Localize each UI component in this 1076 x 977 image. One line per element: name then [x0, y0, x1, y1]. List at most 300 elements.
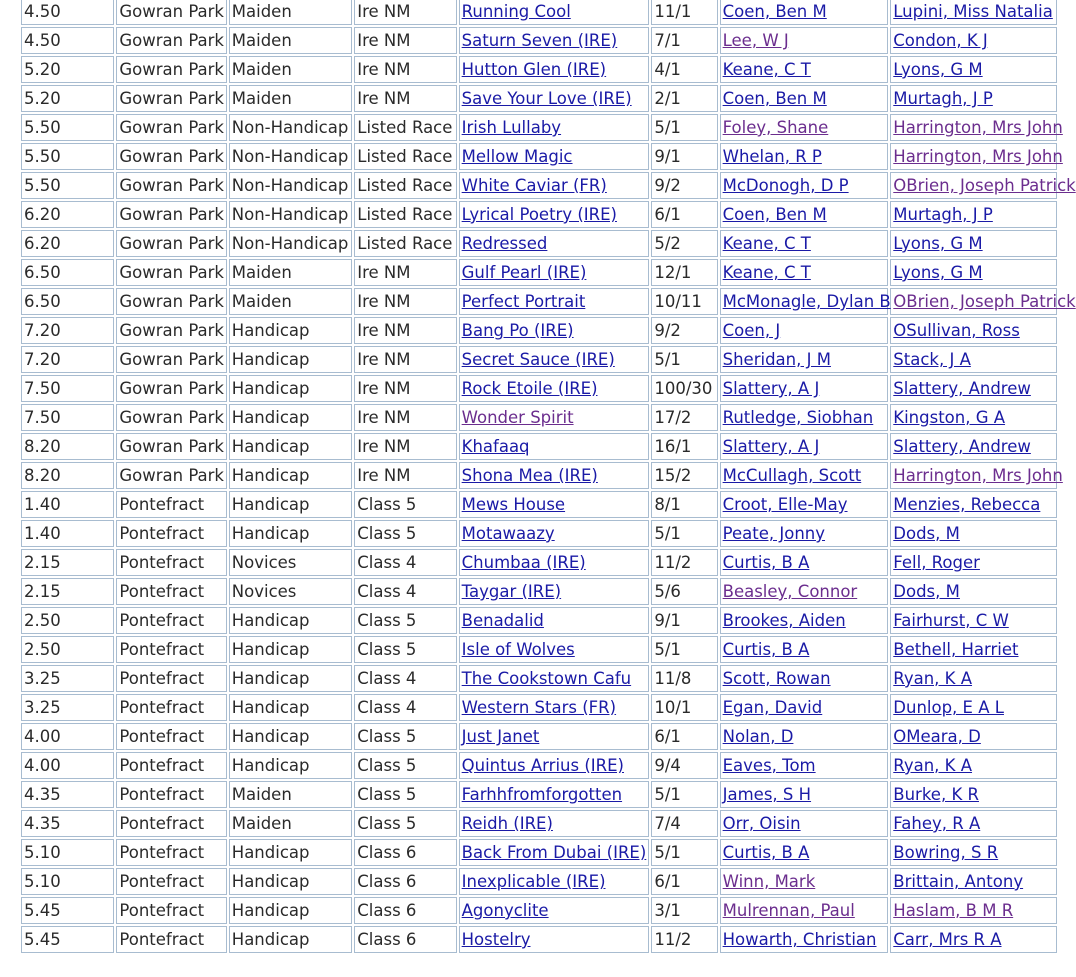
table-row — [21, 723, 1057, 750]
horse-cell — [459, 897, 650, 924]
table-row — [21, 810, 1057, 837]
horse-cell — [459, 404, 650, 431]
course-cell: Gowran Park — [116, 230, 226, 257]
horse-cell — [459, 346, 650, 373]
trainer-cell — [890, 694, 1057, 721]
horse-cell — [459, 201, 650, 228]
jockey-cell — [720, 491, 889, 518]
table-row — [21, 781, 1057, 808]
horse-link[interactable]: Mews House — [461, 495, 566, 514]
horse-link[interactable]: Farhhfromforgotten — [461, 785, 623, 804]
trainer-link[interactable]: Harrington, Mrs John — [893, 147, 1063, 166]
jockey-link[interactable]: Sheridan, J M — [722, 350, 831, 369]
jockey-cell — [720, 694, 889, 721]
odds-cell: 15/2 — [651, 462, 717, 489]
course-cell: Gowran Park — [116, 288, 226, 315]
trainer-cell — [890, 578, 1057, 605]
course-cell: Gowran Park — [116, 172, 226, 199]
odds-cell: 9/1 — [651, 143, 717, 170]
jockey-cell — [720, 172, 889, 199]
horse-cell — [459, 694, 650, 721]
trainer-link[interactable]: Carr, Mrs R A — [893, 930, 1002, 949]
trainer-cell — [890, 665, 1057, 692]
race-time-cell: 6.20 — [21, 230, 114, 257]
table-row — [21, 636, 1057, 663]
horse-link[interactable]: Chumbaa (IRE) — [461, 553, 586, 572]
course-cell: Gowran Park — [116, 433, 226, 460]
course-cell: Gowran Park — [116, 317, 226, 344]
race-class-cell: Listed Race — [354, 114, 456, 141]
trainer-link[interactable]: Haslam, B M R — [893, 901, 1014, 920]
horse-link[interactable]: Mellow Magic — [461, 147, 573, 166]
race-class-cell: Class 6 — [354, 897, 456, 924]
jockey-cell — [720, 723, 889, 750]
table-row — [21, 346, 1057, 373]
race-class-cell: Class 5 — [354, 491, 456, 518]
runners-table-body — [21, 0, 1076, 953]
horse-link[interactable]: Wonder Spirit — [461, 408, 574, 427]
horse-link[interactable]: Saturn Seven (IRE) — [461, 31, 618, 50]
jockey-link[interactable]: McMonagle, Dylan B — [722, 292, 891, 311]
race-time-cell: 8.20 — [21, 462, 114, 489]
race-type-cell: Handicap — [229, 317, 352, 344]
jockey-link[interactable]: Brookes, Aiden — [722, 611, 846, 630]
course-cell: Pontefract — [116, 520, 226, 547]
jockey-link[interactable]: Peate, Jonny — [722, 524, 826, 543]
race-time-cell: 2.50 — [21, 607, 114, 634]
odds-cell: 16/1 — [651, 433, 717, 460]
jockey-cell — [720, 201, 889, 228]
race-class-cell: Ire NM — [354, 404, 456, 431]
jockey-link[interactable]: Coen, Ben M — [722, 2, 827, 21]
jockey-link[interactable]: Croot, Elle-May — [722, 495, 848, 514]
trainer-link[interactable]: Lyons, G M — [893, 60, 983, 79]
odds-cell: 17/2 — [651, 404, 717, 431]
trainer-link[interactable]: Lyons, G M — [893, 263, 983, 282]
jockey-cell — [720, 27, 889, 54]
jockey-link[interactable]: Curtis, B A — [722, 553, 810, 572]
trainer-link[interactable]: Ryan, K A — [893, 756, 973, 775]
jockey-link[interactable]: McDonogh, D P — [722, 176, 849, 195]
odds-cell: 5/2 — [651, 230, 717, 257]
odds-cell: 9/2 — [651, 172, 717, 199]
horse-link[interactable]: Perfect Portrait — [461, 292, 586, 311]
race-class-cell: Class 5 — [354, 607, 456, 634]
trainer-link[interactable]: Lupini, Miss Natalia — [893, 2, 1053, 21]
race-type-cell: Handicap — [229, 346, 352, 373]
course-cell: Gowran Park — [116, 404, 226, 431]
odds-cell: 5/1 — [651, 114, 717, 141]
jockey-link[interactable]: Coen, J — [722, 321, 781, 340]
odds-cell: 12/1 — [651, 259, 717, 286]
race-class-cell: Listed Race — [354, 230, 456, 257]
race-class-cell: Class 4 — [354, 694, 456, 721]
trainer-link[interactable]: OSullivan, Ross — [893, 321, 1020, 340]
jockey-link[interactable]: Winn, Mark — [722, 872, 816, 891]
race-time-cell: 5.10 — [21, 839, 114, 866]
table-row — [21, 665, 1057, 692]
race-type-cell: Non-Handicap — [229, 172, 352, 199]
trainer-cell — [890, 27, 1057, 54]
jockey-link[interactable]: Mulrennan, Paul — [722, 901, 855, 920]
table-row — [21, 607, 1057, 634]
race-type-cell: Handicap — [229, 926, 352, 953]
trainer-link[interactable]: Brittain, Antony — [893, 872, 1024, 891]
table-row — [21, 0, 1057, 25]
trainer-cell — [890, 375, 1057, 402]
race-time-cell: 4.35 — [21, 810, 114, 837]
trainer-cell — [890, 549, 1057, 576]
course-cell: Gowran Park — [116, 375, 226, 402]
jockey-cell — [720, 85, 889, 112]
jockey-cell — [720, 926, 889, 953]
jockey-cell — [720, 288, 889, 315]
jockey-cell — [720, 520, 889, 547]
trainer-cell — [890, 607, 1057, 634]
horse-cell — [459, 810, 650, 837]
horse-cell — [459, 578, 650, 605]
race-type-cell: Non-Handicap — [229, 143, 352, 170]
course-cell: Gowran Park — [116, 201, 226, 228]
trainer-link[interactable]: Murtagh, J P — [893, 89, 993, 108]
horse-cell — [459, 839, 650, 866]
horse-cell — [459, 0, 650, 25]
trainer-cell — [890, 781, 1057, 808]
race-class-cell: Class 5 — [354, 723, 456, 750]
jockey-link[interactable]: James, S H — [722, 785, 812, 804]
race-time-cell: 7.20 — [21, 346, 114, 373]
race-time-cell: 5.20 — [21, 85, 114, 112]
horse-cell — [459, 607, 650, 634]
jockey-link[interactable]: Slattery, A J — [722, 437, 820, 456]
table-row — [21, 839, 1057, 866]
race-class-cell: Class 6 — [354, 839, 456, 866]
race-type-cell: Maiden — [229, 0, 352, 25]
table-row — [21, 926, 1057, 953]
runners-table — [19, 0, 1076, 955]
horse-cell — [459, 375, 650, 402]
odds-cell: 4/1 — [651, 56, 717, 83]
horse-link[interactable]: Khafaaq — [461, 437, 530, 456]
race-type-cell: Non-Handicap — [229, 201, 352, 228]
course-cell: Gowran Park — [116, 27, 226, 54]
horse-link[interactable]: White Caviar (FR) — [461, 176, 607, 195]
horse-cell — [459, 230, 650, 257]
jockey-cell — [720, 375, 889, 402]
horse-link[interactable]: Gulf Pearl (IRE) — [461, 263, 587, 282]
race-class-cell: Ire NM — [354, 259, 456, 286]
trainer-link[interactable]: OBrien, Joseph Patrick — [893, 292, 1076, 311]
odds-cell: 9/1 — [651, 607, 717, 634]
horse-link[interactable]: Taygar (IRE) — [461, 582, 562, 601]
race-class-cell: Class 4 — [354, 578, 456, 605]
trainer-link[interactable]: OBrien, Joseph Patrick — [893, 176, 1076, 195]
course-cell: Pontefract — [116, 723, 226, 750]
horse-cell — [459, 85, 650, 112]
jockey-link[interactable]: Lee, W J — [722, 31, 789, 50]
race-type-cell: Handicap — [229, 723, 352, 750]
course-cell: Pontefract — [116, 839, 226, 866]
jockey-link[interactable]: Egan, David — [722, 698, 823, 717]
trainer-link[interactable]: Burke, K R — [893, 785, 979, 804]
race-time-cell: 4.00 — [21, 723, 114, 750]
horse-link[interactable]: Save Your Love (IRE) — [461, 89, 632, 108]
jockey-link[interactable]: Slattery, A J — [722, 379, 820, 398]
table-row — [21, 230, 1057, 257]
race-time-cell: 7.20 — [21, 317, 114, 344]
trainer-link[interactable]: Harrington, Mrs John — [893, 466, 1063, 485]
trainer-cell — [890, 259, 1057, 286]
race-type-cell: Novices — [229, 549, 352, 576]
table-row — [21, 85, 1057, 112]
jockey-cell — [720, 143, 889, 170]
horse-cell — [459, 56, 650, 83]
horse-cell — [459, 462, 650, 489]
horse-link[interactable]: Benadalid — [461, 611, 544, 630]
horse-link[interactable]: Just Janet — [461, 727, 540, 746]
odds-cell: 5/1 — [651, 839, 717, 866]
jockey-link[interactable]: Eaves, Tom — [722, 756, 816, 775]
horse-cell — [459, 926, 650, 953]
trainer-link[interactable]: Slattery, Andrew — [893, 437, 1031, 456]
race-time-cell: 6.50 — [21, 259, 114, 286]
trainer-link[interactable]: Murtagh, J P — [893, 205, 993, 224]
horse-link[interactable]: Hutton Glen (IRE) — [461, 60, 607, 79]
horse-cell — [459, 259, 650, 286]
horse-link[interactable]: Running Cool — [461, 2, 571, 21]
jockey-link[interactable]: Whelan, R P — [722, 147, 822, 166]
trainer-link[interactable]: Slattery, Andrew — [893, 379, 1031, 398]
course-cell: Gowran Park — [116, 346, 226, 373]
race-class-cell: Class 5 — [354, 636, 456, 663]
table-row — [21, 27, 1057, 54]
horse-cell — [459, 143, 650, 170]
trainer-cell — [890, 636, 1057, 663]
course-cell: Pontefract — [116, 491, 226, 518]
race-type-cell: Handicap — [229, 665, 352, 692]
odds-cell: 9/2 — [651, 317, 717, 344]
jockey-link[interactable]: Howarth, Christian — [722, 930, 877, 949]
trainer-cell — [890, 462, 1063, 489]
horse-link[interactable]: Irish Lullaby — [461, 118, 562, 137]
jockey-link[interactable]: Rutledge, Siobhan — [722, 408, 874, 427]
trainer-link[interactable]: Condon, K J — [893, 31, 988, 50]
jockey-link[interactable]: Coen, Ben M — [722, 89, 827, 108]
horse-link[interactable]: Back From Dubai (IRE) — [461, 843, 647, 862]
course-cell: Pontefract — [116, 810, 226, 837]
race-type-cell: Handicap — [229, 491, 352, 518]
trainer-cell — [890, 810, 1057, 837]
jockey-cell — [720, 259, 889, 286]
course-cell: Pontefract — [116, 868, 226, 895]
trainer-cell — [890, 520, 1057, 547]
horse-link[interactable]: The Cookstown Cafu — [461, 669, 632, 688]
odds-cell: 100/30 — [651, 375, 717, 402]
trainer-link[interactable]: OMeara, D — [893, 727, 981, 746]
race-class-cell: Class 5 — [354, 752, 456, 779]
race-type-cell: Maiden — [229, 56, 352, 83]
odds-cell: 7/1 — [651, 27, 717, 54]
horse-cell — [459, 781, 650, 808]
trainer-link[interactable]: Fairhurst, C W — [893, 611, 1009, 630]
jockey-cell — [720, 810, 889, 837]
race-time-cell: 4.35 — [21, 781, 114, 808]
race-type-cell: Novices — [229, 578, 352, 605]
race-class-cell: Ire NM — [354, 317, 456, 344]
horse-link[interactable]: Rock Etoile (IRE) — [461, 379, 598, 398]
trainer-cell — [890, 404, 1057, 431]
race-time-cell: 3.25 — [21, 665, 114, 692]
trainer-link[interactable]: Dunlop, E A L — [893, 698, 1004, 717]
trainer-link[interactable]: Ryan, K A — [893, 669, 973, 688]
race-time-cell: 3.25 — [21, 694, 114, 721]
jockey-link[interactable]: Curtis, B A — [722, 640, 810, 659]
horse-link[interactable]: Reidh (IRE) — [461, 814, 553, 833]
horse-link[interactable]: Isle of Wolves — [461, 640, 575, 659]
course-cell: Pontefract — [116, 781, 226, 808]
race-time-cell: 7.50 — [21, 404, 114, 431]
jockey-link[interactable]: Beasley, Connor — [722, 582, 858, 601]
table-row — [21, 520, 1057, 547]
trainer-link[interactable]: Dods, M — [893, 524, 960, 543]
table-row — [21, 549, 1057, 576]
jockey-link[interactable]: McCullagh, Scott — [722, 466, 862, 485]
horse-link[interactable]: Hostelry — [461, 930, 531, 949]
race-type-cell: Handicap — [229, 607, 352, 634]
jockey-link[interactable]: Foley, Shane — [722, 118, 829, 137]
trainer-cell — [890, 317, 1057, 344]
table-row — [21, 462, 1057, 489]
trainer-cell — [890, 143, 1063, 170]
trainer-link[interactable]: Harrington, Mrs John — [893, 118, 1063, 137]
jockey-link[interactable]: Keane, C T — [722, 60, 811, 79]
trainer-link[interactable]: Stack, J A — [893, 350, 971, 369]
race-class-cell: Class 6 — [354, 926, 456, 953]
race-time-cell: 5.20 — [21, 56, 114, 83]
race-time-cell: 4.50 — [21, 27, 114, 54]
trainer-link[interactable]: Bowring, S R — [893, 843, 999, 862]
jockey-cell — [720, 230, 889, 257]
trainer-cell — [890, 346, 1057, 373]
odds-cell: 7/4 — [651, 810, 717, 837]
race-class-cell: Class 4 — [354, 549, 456, 576]
race-time-cell: 1.40 — [21, 520, 114, 547]
trainer-link[interactable]: Fell, Roger — [893, 553, 980, 572]
odds-cell: 11/2 — [651, 926, 717, 953]
jockey-link[interactable]: Coen, Ben M — [722, 205, 827, 224]
odds-cell: 9/4 — [651, 752, 717, 779]
odds-cell: 5/1 — [651, 636, 717, 663]
race-type-cell: Maiden — [229, 259, 352, 286]
table-row — [21, 433, 1057, 460]
trainer-cell — [890, 752, 1057, 779]
table-row — [21, 143, 1057, 170]
horse-link[interactable]: Quintus Arrius (IRE) — [461, 756, 624, 775]
horse-link[interactable]: Inexplicable (IRE) — [461, 872, 606, 891]
race-time-cell: 8.20 — [21, 433, 114, 460]
table-row — [21, 404, 1057, 431]
horse-link[interactable]: Motawaazy — [461, 524, 555, 543]
table-row — [21, 259, 1057, 286]
odds-cell: 2/1 — [651, 85, 717, 112]
jockey-link[interactable]: Keane, C T — [722, 263, 811, 282]
table-row — [21, 56, 1057, 83]
race-time-cell: 5.50 — [21, 143, 114, 170]
race-time-cell: 5.50 — [21, 114, 114, 141]
jockey-link[interactable]: Curtis, B A — [722, 843, 810, 862]
race-type-cell: Maiden — [229, 288, 352, 315]
trainer-cell — [890, 839, 1057, 866]
race-time-cell: 4.50 — [21, 0, 114, 25]
table-row — [21, 868, 1057, 895]
horse-link[interactable]: Redressed — [461, 234, 548, 253]
race-type-cell: Maiden — [229, 810, 352, 837]
horse-link[interactable]: Western Stars (FR) — [461, 698, 617, 717]
horse-cell — [459, 172, 650, 199]
race-type-cell: Handicap — [229, 839, 352, 866]
jockey-link[interactable]: Scott, Rowan — [722, 669, 831, 688]
table-row — [21, 694, 1057, 721]
course-cell: Pontefract — [116, 607, 226, 634]
race-class-cell: Class 4 — [354, 665, 456, 692]
race-time-cell: 7.50 — [21, 375, 114, 402]
trainer-link[interactable]: Fahey, R A — [893, 814, 981, 833]
race-class-cell: Ire NM — [354, 462, 456, 489]
race-type-cell: Handicap — [229, 404, 352, 431]
trainer-link[interactable]: Kingston, G A — [893, 408, 1006, 427]
horse-link[interactable]: Shona Mea (IRE) — [461, 466, 598, 485]
jockey-link[interactable]: Nolan, D — [722, 727, 794, 746]
course-cell: Pontefract — [116, 752, 226, 779]
horse-link[interactable]: Secret Sauce (IRE) — [461, 350, 615, 369]
trainer-link[interactable]: Menzies, Rebecca — [893, 495, 1041, 514]
odds-cell: 6/1 — [651, 723, 717, 750]
trainer-cell — [890, 926, 1057, 953]
race-type-cell: Handicap — [229, 520, 352, 547]
horse-link[interactable]: Lyrical Poetry (IRE) — [461, 205, 617, 224]
jockey-link[interactable]: Keane, C T — [722, 234, 811, 253]
race-time-cell: 6.50 — [21, 288, 114, 315]
trainer-cell — [890, 288, 1076, 315]
odds-cell: 11/1 — [651, 0, 717, 25]
race-type-cell: Handicap — [229, 375, 352, 402]
course-cell: Pontefract — [116, 926, 226, 953]
jockey-cell — [720, 578, 889, 605]
horse-cell — [459, 549, 650, 576]
jockey-cell — [720, 665, 889, 692]
course-cell: Pontefract — [116, 897, 226, 924]
race-class-cell: Ire NM — [354, 0, 456, 25]
race-time-cell: 6.20 — [21, 201, 114, 228]
trainer-link[interactable]: Bethell, Harriet — [893, 640, 1019, 659]
jockey-cell — [720, 114, 889, 141]
table-row — [21, 201, 1057, 228]
horse-link[interactable]: Bang Po (IRE) — [461, 321, 574, 340]
trainer-link[interactable]: Dods, M — [893, 582, 960, 601]
horse-cell — [459, 317, 650, 344]
course-cell: Pontefract — [116, 665, 226, 692]
race-class-cell: Class 5 — [354, 520, 456, 547]
jockey-cell — [720, 56, 889, 83]
course-cell: Gowran Park — [116, 0, 226, 25]
trainer-link[interactable]: Lyons, G M — [893, 234, 983, 253]
jockey-link[interactable]: Orr, Oisin — [722, 814, 801, 833]
race-class-cell: Class 5 — [354, 810, 456, 837]
race-class-cell: Ire NM — [354, 27, 456, 54]
trainer-cell — [890, 868, 1057, 895]
horse-link[interactable]: Agonyclite — [461, 901, 549, 920]
course-cell: Gowran Park — [116, 259, 226, 286]
